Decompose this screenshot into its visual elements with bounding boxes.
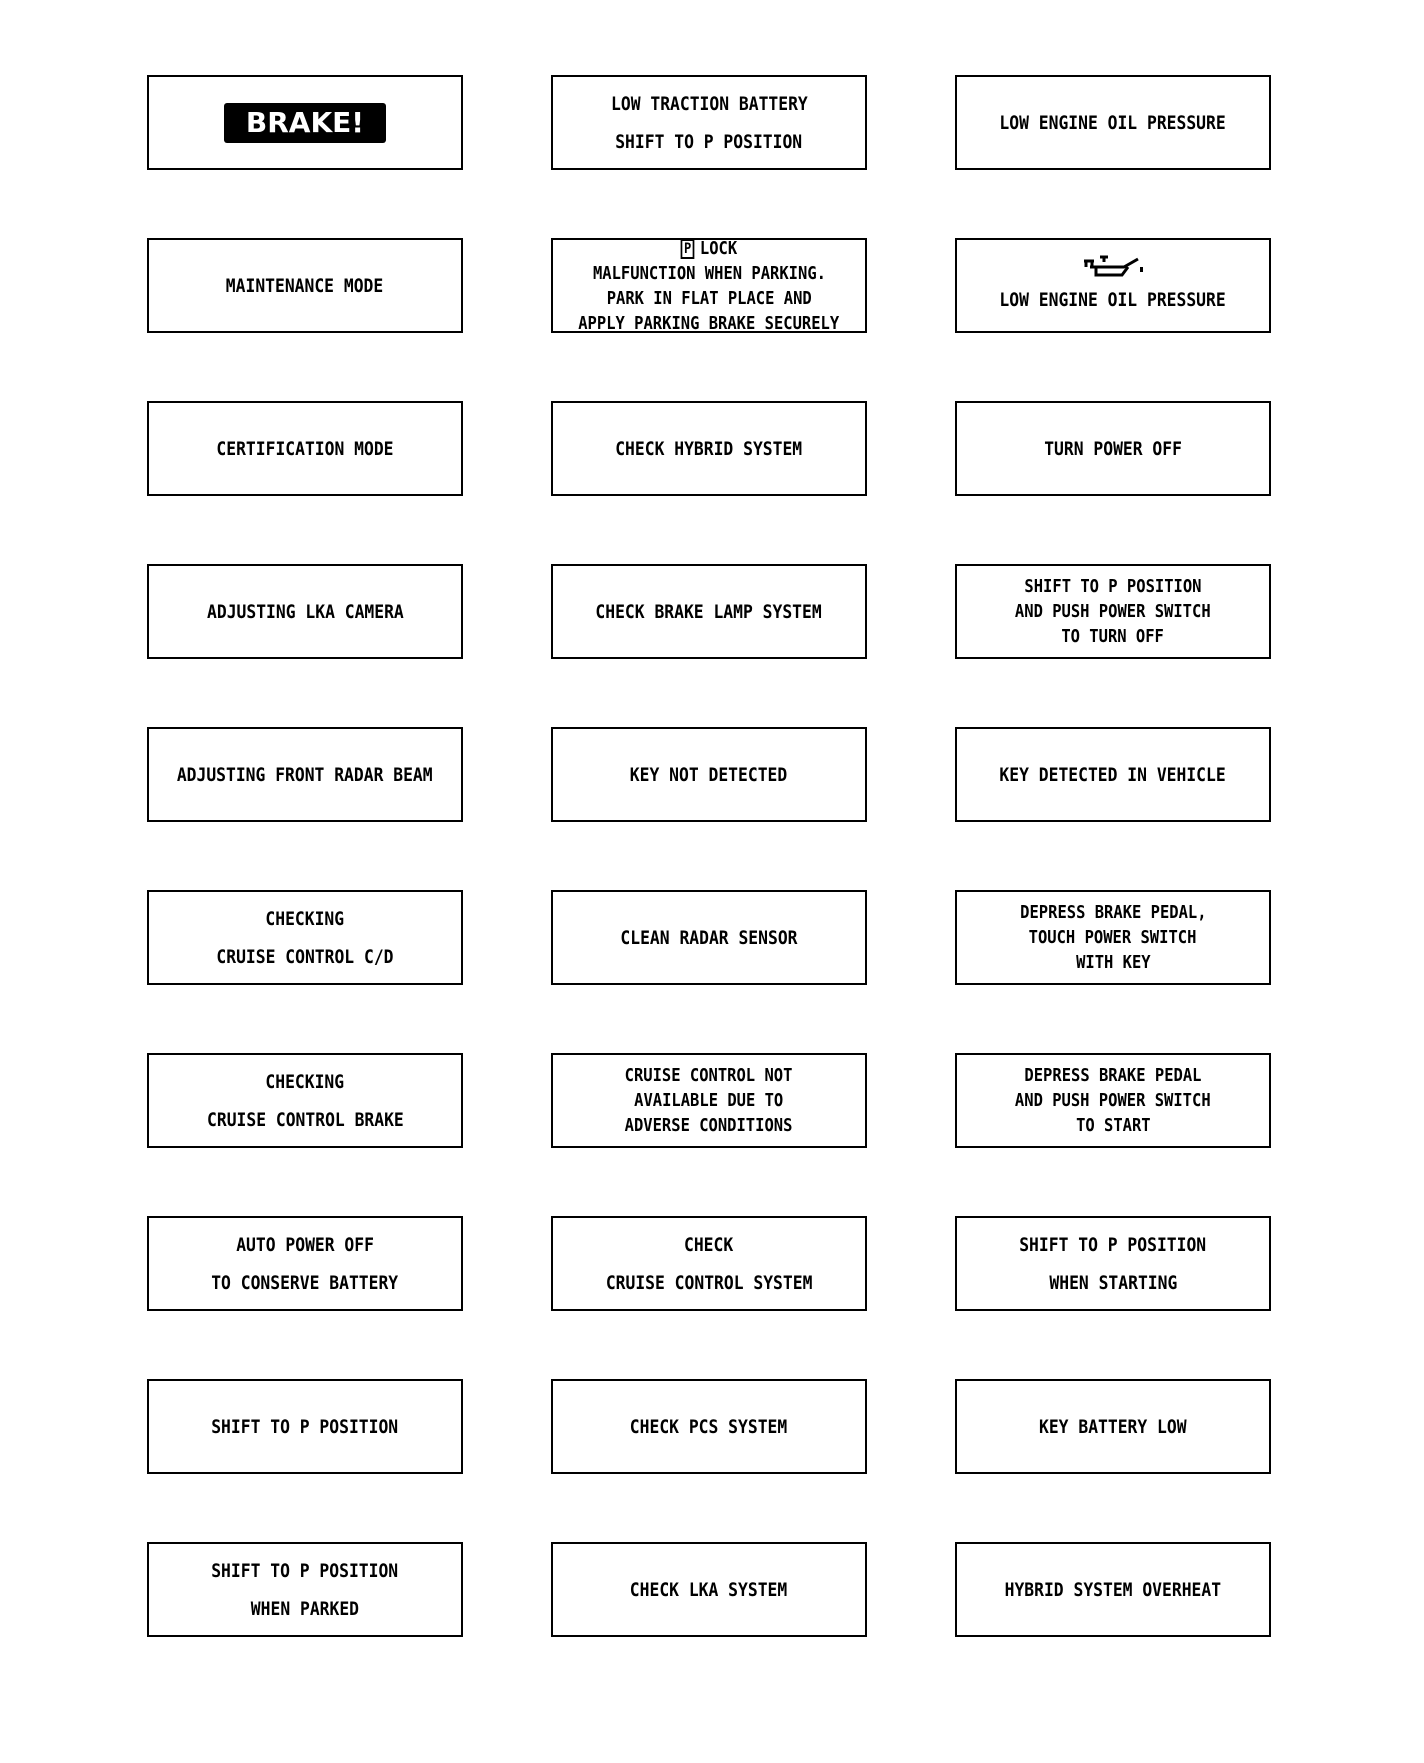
message-line: ADJUSTING LKA CAMERA <box>206 600 404 623</box>
message-line: LOW TRACTION BATTERY <box>610 92 808 115</box>
message-line: AVAILABLE DUE TO <box>634 1090 784 1111</box>
message-line: ADVERSE CONDITIONS <box>625 1115 793 1136</box>
message-box <box>147 75 463 170</box>
message-line: SHIFT TO P POSITION <box>211 1559 399 1582</box>
message-box <box>551 727 867 822</box>
message-line: WHEN PARKED <box>250 1597 360 1620</box>
message-line: SHIFT TO P POSITION <box>615 130 803 153</box>
message-box <box>955 890 1271 985</box>
message-line: HYBRID SYSTEM OVERHEAT <box>1004 1578 1222 1601</box>
message-line: TO TURN OFF <box>1061 626 1165 647</box>
message-line: PARK IN FLAT PLACE AND <box>606 287 812 309</box>
p-lock-label: LOCK <box>699 238 738 259</box>
message-box <box>147 890 463 985</box>
message-line: KEY DETECTED IN VEHICLE <box>999 763 1227 786</box>
parking-p-icon: P <box>681 239 695 259</box>
message-box <box>551 1053 867 1148</box>
message-line: DEPRESS BRAKE PEDAL, <box>1019 902 1207 923</box>
message-line: CRUISE CONTROL NOT <box>625 1065 793 1086</box>
brake-warning-badge: BRAKE! <box>224 103 386 143</box>
message-box <box>551 564 867 659</box>
message-box <box>551 1216 867 1311</box>
message-line: AUTO POWER OFF <box>236 1233 374 1256</box>
message-box <box>147 564 463 659</box>
message-line: CRUISE CONTROL SYSTEM <box>605 1271 813 1294</box>
message-line: ADJUSTING FRONT RADAR BEAM <box>177 763 433 786</box>
message-box <box>147 1216 463 1311</box>
message-grid <box>147 75 1274 1637</box>
message-box <box>955 1379 1271 1474</box>
message-line: SHIFT TO P POSITION <box>211 1415 399 1438</box>
message-box <box>955 75 1271 170</box>
message-box <box>551 1379 867 1474</box>
message-line: WITH KEY <box>1075 952 1151 973</box>
message-line: AND PUSH POWER SWITCH <box>1015 1090 1211 1111</box>
message-line: CLEAN RADAR SENSOR <box>620 926 798 949</box>
message-line: DEPRESS BRAKE PEDAL <box>1024 1065 1202 1086</box>
message-line: TURN POWER OFF <box>1044 437 1182 460</box>
message-line: TO CONSERVE BATTERY <box>211 1271 399 1294</box>
message-box <box>147 1053 463 1148</box>
message-line: CHECK <box>684 1233 734 1256</box>
message-line: CHECK LKA SYSTEM <box>630 1578 788 1601</box>
message-box <box>955 1216 1271 1311</box>
message-line: TOUCH POWER SWITCH <box>1029 927 1197 948</box>
message-line: APPLY PARKING BRAKE SECURELY <box>578 312 840 333</box>
message-box <box>551 75 867 170</box>
p-lock-heading <box>681 238 738 261</box>
message-box <box>551 1542 867 1637</box>
message-line: AND PUSH POWER SWITCH <box>1015 601 1211 622</box>
message-box <box>551 401 867 496</box>
message-box <box>955 564 1271 659</box>
message-line: CRUISE CONTROL C/D <box>216 945 394 968</box>
message-box <box>551 890 867 985</box>
oil-can-icon <box>1078 253 1148 279</box>
message-line: CHECKING <box>265 1070 345 1093</box>
message-line: SHIFT TO P POSITION <box>1024 576 1202 597</box>
message-line: CRUISE CONTROL BRAKE <box>206 1108 404 1131</box>
message-line: CHECK PCS SYSTEM <box>630 1415 788 1438</box>
message-line: SHIFT TO P POSITION <box>1019 1233 1207 1256</box>
message-box <box>955 238 1271 333</box>
message-line: KEY BATTERY LOW <box>1039 1415 1187 1438</box>
message-box <box>955 1053 1271 1148</box>
message-line: CHECK HYBRID SYSTEM <box>615 437 803 460</box>
message-line: CHECKING <box>265 907 345 930</box>
message-box <box>955 1542 1271 1637</box>
message-line: LOW ENGINE OIL PRESSURE <box>999 111 1227 134</box>
message-box <box>147 727 463 822</box>
message-line: LOW ENGINE OIL PRESSURE <box>999 288 1227 311</box>
message-box <box>147 1379 463 1474</box>
message-line: TO START <box>1075 1115 1151 1136</box>
message-line: MAINTENANCE MODE <box>226 274 384 297</box>
message-box <box>955 727 1271 822</box>
message-line: CHECK BRAKE LAMP SYSTEM <box>595 600 823 623</box>
message-line: MALFUNCTION WHEN PARKING. <box>592 262 826 284</box>
message-line: WHEN STARTING <box>1049 1271 1177 1294</box>
message-line: KEY NOT DETECTED <box>630 763 788 786</box>
message-box <box>147 1542 463 1637</box>
message-box <box>955 401 1271 496</box>
message-box <box>551 238 867 333</box>
message-line: CERTIFICATION MODE <box>216 437 394 460</box>
message-box <box>147 238 463 333</box>
message-box <box>147 401 463 496</box>
